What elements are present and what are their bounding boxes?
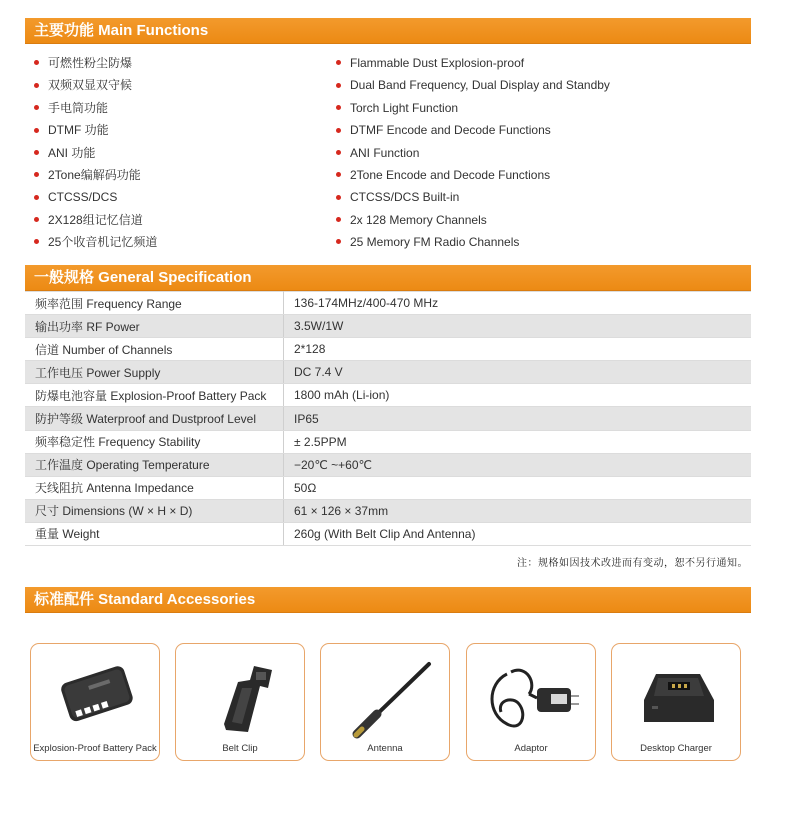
spec-note: 注：规格如因技术改进而有变动，恕不另行通知。 bbox=[517, 558, 748, 569]
general-spec-header: 一般规格 General Specification bbox=[25, 265, 751, 290]
table-row bbox=[25, 315, 751, 338]
list-item: 2Tone编解码功能 bbox=[34, 164, 157, 186]
list-item: 双频双显双守候 bbox=[34, 74, 157, 96]
spec-label: 信道 Number of Channels bbox=[25, 338, 284, 361]
spec-value: 50Ω bbox=[284, 476, 752, 499]
accessory-card-antenna bbox=[320, 643, 450, 761]
accessory-card-belt-clip bbox=[175, 643, 305, 761]
bullet-icon bbox=[34, 195, 39, 200]
spec-value: DC 7.4 V bbox=[284, 361, 752, 384]
list-item: 25个收音机记忆频道 bbox=[34, 231, 157, 253]
accessory-label: Explosion-Proof Battery Pack bbox=[33, 743, 157, 754]
list-item: 2X128组记忆信道 bbox=[34, 209, 157, 231]
table-row bbox=[25, 338, 751, 361]
bullet-icon bbox=[336, 239, 341, 244]
bullet-icon bbox=[336, 105, 341, 110]
table-row bbox=[25, 292, 751, 315]
list-item: CTCSS/DCS Built-in bbox=[336, 186, 610, 208]
spec-value: 3.5W/1W bbox=[284, 315, 752, 338]
main-functions-chinese-list bbox=[34, 52, 157, 254]
spec-label: 工作电压 Power Supply bbox=[25, 361, 284, 384]
list-item: ANI Function bbox=[336, 142, 610, 164]
belt-clip-icon bbox=[176, 644, 306, 744]
list-item: DTMF 功能 bbox=[34, 119, 157, 141]
spec-label: 防爆电池容量 Explosion-Proof Battery Pack bbox=[25, 384, 284, 407]
bullet-icon bbox=[34, 83, 39, 88]
battery-pack-icon bbox=[31, 644, 161, 744]
spec-label: 防护等级 Waterproof and Dustproof Level bbox=[25, 407, 284, 430]
list-item: 2Tone Encode and Decode Functions bbox=[336, 164, 610, 186]
spec-label: 尺寸 Dimensions (W × H × D) bbox=[25, 499, 284, 522]
spec-value: ± 2.5PPM bbox=[284, 430, 752, 453]
list-item: 25 Memory FM Radio Channels bbox=[336, 231, 610, 253]
bullet-icon bbox=[336, 83, 341, 88]
main-functions-english-list bbox=[336, 52, 610, 254]
table-row bbox=[25, 384, 751, 407]
bullet-icon bbox=[34, 60, 39, 65]
spec-label: 重量 Weight bbox=[25, 522, 284, 545]
accessory-label: Belt Clip bbox=[222, 743, 258, 754]
bullet-icon bbox=[336, 150, 341, 155]
accessory-label: Antenna bbox=[367, 743, 403, 754]
accessory-card-battery bbox=[30, 643, 160, 761]
spec-table bbox=[25, 291, 751, 546]
table-row bbox=[25, 430, 751, 453]
spec-label: 频率稳定性 Frequency Stability bbox=[25, 430, 284, 453]
list-item: 2x 128 Memory Channels bbox=[336, 209, 610, 231]
bullet-icon bbox=[34, 217, 39, 222]
spec-label: 工作温度 Operating Temperature bbox=[25, 453, 284, 476]
spec-label: 天线阻抗 Antenna Impedance bbox=[25, 476, 284, 499]
bullet-icon bbox=[336, 195, 341, 200]
bullet-icon bbox=[34, 128, 39, 133]
list-item: Torch Light Function bbox=[336, 97, 610, 119]
accessory-card-desktop-charger bbox=[611, 643, 741, 761]
list-item: ANI 功能 bbox=[34, 142, 157, 164]
bullet-icon bbox=[336, 217, 341, 222]
antenna-icon bbox=[321, 644, 451, 744]
spec-value: 136-174MHz/400-470 MHz bbox=[284, 292, 752, 315]
table-row bbox=[25, 522, 751, 545]
bullet-icon bbox=[34, 150, 39, 155]
bullet-icon bbox=[34, 105, 39, 110]
list-item: DTMF Encode and Decode Functions bbox=[336, 119, 610, 141]
accessories-header: 标准配件 Standard Accessories bbox=[25, 587, 751, 612]
desktop-charger-icon bbox=[612, 644, 742, 744]
bullet-icon bbox=[336, 60, 341, 65]
main-functions-header: 主要功能 Main Functions bbox=[25, 18, 751, 43]
spec-value: −20℃ ~+60℃ bbox=[284, 453, 752, 476]
spec-value: IP65 bbox=[284, 407, 752, 430]
table-row bbox=[25, 407, 751, 430]
accessory-card-adaptor bbox=[466, 643, 596, 761]
bullet-icon bbox=[336, 128, 341, 133]
list-item: 手电筒功能 bbox=[34, 97, 157, 119]
list-item: CTCSS/DCS bbox=[34, 186, 157, 208]
accessory-label: Desktop Charger bbox=[640, 743, 712, 754]
accessory-label: Adaptor bbox=[514, 743, 548, 754]
table-row bbox=[25, 453, 751, 476]
bullet-icon bbox=[34, 172, 39, 177]
list-item: Flammable Dust Explosion-proof bbox=[336, 52, 610, 74]
spec-value: 2*128 bbox=[284, 338, 752, 361]
table-row bbox=[25, 499, 751, 522]
spec-value: 1800 mAh (Li-ion) bbox=[284, 384, 752, 407]
list-item: 可燃性粉尘防爆 bbox=[34, 52, 157, 74]
adaptor-icon bbox=[467, 644, 597, 744]
table-row bbox=[25, 361, 751, 384]
spec-value: 260g (With Belt Clip And Antenna) bbox=[284, 522, 752, 545]
spec-value: 61 × 126 × 37mm bbox=[284, 499, 752, 522]
spec-label: 频率范围 Frequency Range bbox=[25, 292, 284, 315]
table-row bbox=[25, 476, 751, 499]
list-item: Dual Band Frequency, Dual Display and Standby bbox=[336, 74, 610, 96]
spec-label: 输出功率 RF Power bbox=[25, 315, 284, 338]
bullet-icon bbox=[336, 172, 341, 177]
bullet-icon bbox=[34, 239, 39, 244]
